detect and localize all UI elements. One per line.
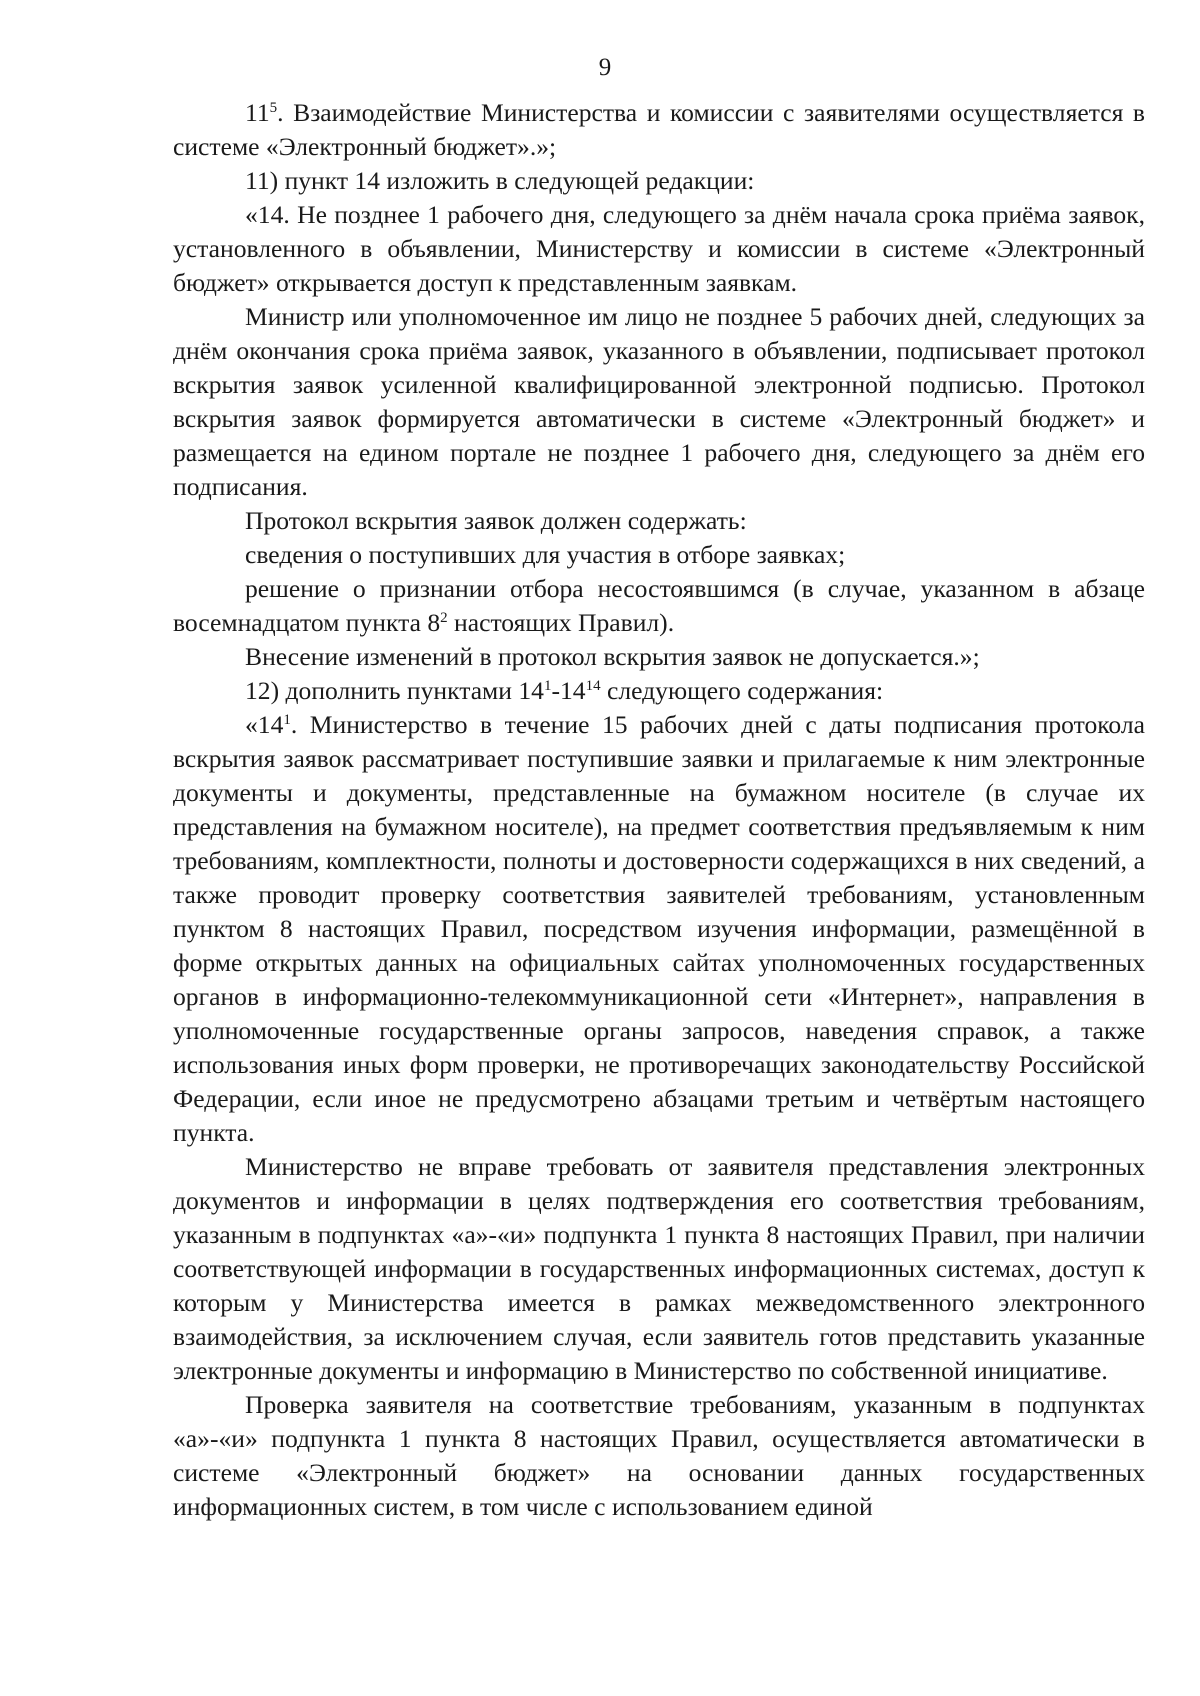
paragraph-minister-signs: Министр или уполномоченное им лицо не позднее 5 рабочих дней, следующих за днём окончания срока приёма заявок, указанного в объявлении, подписывает протокол вскрытия заявок усиленной квалифицированной электронной подписью. Протокол вскрытия заявок формируется автоматически в системе «Электронный бюджет» и размещается на едином портале не позднее 1 рабочего дня, следующего за днём его подписания. xyxy=(173,302,1145,501)
document-body xyxy=(173,96,1145,1524)
paragraph-no-changes: Внесение изменений в протокол вскрытия заявок не допускается.»; xyxy=(245,642,980,671)
paragraph-14: «14. Не позднее 1 рабочего дня, следующего за днём начала срока приёма заявок, установленного в объявлении, Министерству и комиссии в системе «Электронный бюджет» открывается доступ к представленным заявкам. xyxy=(173,200,1145,297)
paragraph-14-1: «$14^1$. Министерство в течение 15 рабочих дней с даты подписания протокола вскрытия заявок рассматривает поступившие заявки и прилагаемые к ним электронные документы и документы, представленные на бумажном носителе (в случае их представления на бумажном носителе), на предмет соответствия предъявляемым к ним требованиям, комплектности, полноты и достоверности содержащихся в них сведений, а также проводит проверку соответствия заявителей требованиям, установленным пунктом 8 настоящих Правил, посредством изучения информации, размещённой в форме открытых данных на официальных сайтах уполномоченных государственных органов в информационно-телекоммуникационной сети «Интернет», направления в уполномоченные государственные органы запросов, наведения справок, а также использования иных форм проверки, не противоречащих законодательству Российской Федерации, если иное не предусмотрено абзацами третьим и четвёртым настоящего пункта. xyxy=(173,710,1145,1147)
paragraph-info-applications: сведения о поступивших для участия в отборе заявках; xyxy=(245,540,846,569)
paragraph-item-11: 11) пункт 14 изложить в следующей редакции: xyxy=(245,166,755,195)
paragraph-protocol-contents: Протокол вскрытия заявок должен содержать: xyxy=(245,506,747,535)
paragraph-11-5: $11^5$. Взаимодействие Министерства и комиссии с заявителями осуществляется в системе «Электронный бюджет».»; xyxy=(173,98,1145,161)
paragraph-ministry-not-entitled: Министерство не вправе требовать от заявителя представления электронных документов и информации в целях подтверждения его соответствия требованиям, указанным в подпунктах «а»-«и» подпункта 1 пункта 8 настоящих Правил, при наличии соответствующей информации в государственных информационных системах, доступ к которым у Министерства имеется в рамках межведомственного электронного взаимодействия, за исключением случая, если заявитель готов представить указанные электронные документы и информацию в Министерство по собственной инициативе. xyxy=(173,1152,1145,1385)
paragraph-item-12: 12) дополнить пунктами $14^1-14^{14}$ следующего содержания: xyxy=(245,676,884,705)
paragraph-decision-failed: решение о признании отбора несостоявшимся (в случае, указанном в абзаце восемнадцатом пункта $8^2$ настоящих Правил). xyxy=(173,574,1145,637)
paragraph-applicant-check: Проверка заявителя на соответствие требованиям, указанным в подпунктах «а»-«и» подпункта 1 пункта 8 настоящих Правил, осуществляется автоматически в системе «Электронный бюджет» на основании данных государственных информационных систем, в том числе с использованием единой xyxy=(173,1390,1145,1521)
page-number: 9 xyxy=(598,54,612,81)
